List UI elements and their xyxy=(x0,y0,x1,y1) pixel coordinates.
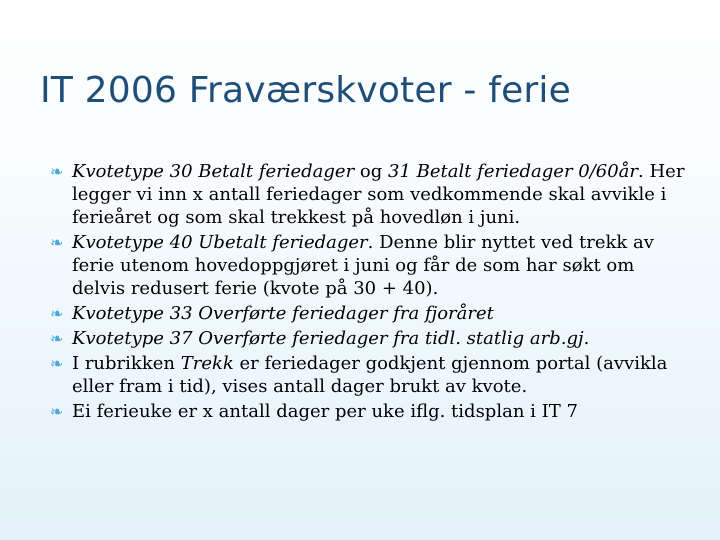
cloud-bullet-icon: ❧ xyxy=(50,233,64,252)
bullet-kvotetype-40 xyxy=(50,231,690,300)
bullet-text: Ei ferieuke er x antall dager per uke iflg. tidsplan i IT 7 xyxy=(72,401,578,422)
bullet-text: . Her legger vi inn x antall feriedager som vedkommende skal avvikle i ferieåret og som skal trekkest på hovedløn i juni. xyxy=(72,161,685,228)
bullet-italic: Kvotetype 37 Overførte feriedager fra tidl. statlig arb.gj xyxy=(72,328,584,349)
cloud-bullet-icon: ❧ xyxy=(50,304,64,323)
bullet-italic: Kvotetype 30 Betalt feriedager xyxy=(72,161,355,182)
bullet-list xyxy=(50,160,690,425)
cloud-bullet-icon: ❧ xyxy=(50,402,64,421)
bullet-trekk xyxy=(50,352,690,398)
bullet-kvotetype-33 xyxy=(50,302,690,325)
bullet-text: er feriedager godkjent gjennom portal (avvikla eller fram i tid), vises antall dager brukt av kvote. xyxy=(72,353,668,397)
bullet-italic: Trekk xyxy=(180,353,234,374)
bullet-text: . xyxy=(583,328,590,349)
bullet-text: og xyxy=(354,161,388,182)
bullet-italic: 31 Betalt feriedager 0/60år xyxy=(388,161,639,182)
bullet-kvotetype-37 xyxy=(50,327,690,350)
bullet-text: I rubrikken xyxy=(72,353,181,374)
cloud-bullet-icon: ❧ xyxy=(50,329,64,348)
bullet-text: . Denne blir nyttet ved trekk av ferie utenom hovedoppgjøret i juni og får de som har søkt om delvis redusert ferie (kvote på 30 + 40). xyxy=(72,232,654,299)
bullet-italic: Kvotetype 40 Ubetalt feriedager xyxy=(72,232,368,253)
cloud-bullet-icon: ❧ xyxy=(50,162,64,181)
bullet-italic: Kvotetype 33 Overførte feriedager fra fjoråret xyxy=(72,303,494,324)
slide-title: IT 2006 Fraværskvoter - ferie xyxy=(40,70,571,111)
bullet-ferieuke xyxy=(50,400,690,423)
cloud-bullet-icon: ❧ xyxy=(50,354,64,373)
bullet-kvotetype-30-31 xyxy=(50,160,690,229)
